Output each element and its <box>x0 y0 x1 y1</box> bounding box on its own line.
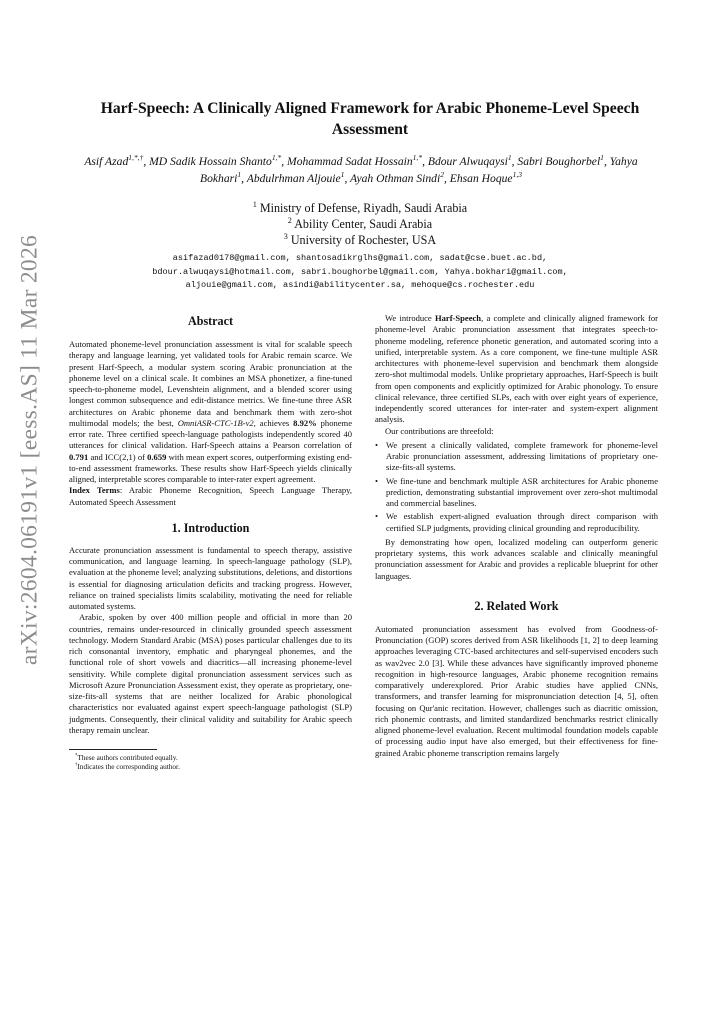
affiliation: $^1$ Ministry of Defense, Riyadh, Saudi Arabia <box>252 199 468 215</box>
left-column <box>69 310 352 772</box>
footnote: *These authors contributed equally. <box>75 753 178 762</box>
author-affiliation-mark: 1,* <box>412 153 423 163</box>
email-line: asifazad0178@gmail.com, shantosadikrglhs@gmail.com, sadat@cse.buet.ac.bd, <box>172 253 548 263</box>
paragraph: We introduce Harf-Speech, a complete and clinically aligned framework for phoneme-level Arabic pronunciation assessment that integrates speech-to-phoneme modeling, reference phonetic generation, and automated scoring into a unified, interpretable system. As a core component, we fine-tune multiple ASR architectures with phoneme-level supervision and benchmark them alongside zero-shot multimodal models. Unlike proprietary approaches, Harf-Speech is built from open components and explicitly optimized for Arabic phonology. To ensure clinical relevance, three certified SLPs, each with over eight years of experience, independently scored utterances for inter-rater and system-expert alignment analysis. <box>375 313 658 425</box>
list-item: • We present a clinically validated, complete framework for phoneme-level Arabic pronunciation assessment, addressing limitations of proprietary one-size-fits-all systems. <box>375 439 658 473</box>
arxiv-id-text: arXiv:2604.06191v1 [eess.AS] 11 Mar 2026 <box>16 234 43 666</box>
email-line: bdour.alwuqaysi@hotmail.com, sabri.boughorbel@gmail.com, Yahya.bokhari@gmail.com, <box>152 266 568 277</box>
author-affiliation-mark: 2 <box>440 170 444 180</box>
author-affiliation-mark: 1 <box>600 153 604 163</box>
related-work-heading: 2. Related Work <box>474 598 559 613</box>
abstract-text: Automated phoneme-level pronunciation assessment is vital for scalable speech therapy and language learning, yet validated tools for Arabic remain scarce. We present Harf-Speech, a modular system scoring Arabic pronunciation at the phoneme level on a clinical scale. It combines an MSA phonetizer, a fine-tuned speech-to-phoneme model, Levenshtein alignment, and a blended scorer using longest common subsequence and edit-distance metrics. We fine-tune three ASR architectures on Arabic phoneme data and benchmark them with zero-shot multimodal models; the best, OmniASR-CTC-1B-v2, achieves 8.92% phoneme error rate. Three certified speech-language pathologists independently scored 40 utterances for clinical validation. Harf-Speech attains a Pearson correlation of 0.791 and ICC(2,1) of 0.659 with mean expert scores, outperforming existing end-to-end assessment frameworks. These results show Harf-Speech yields clinically aligned, interpretable scores comparable to inter-rater expert agreement. <box>69 339 352 484</box>
author-name: Sabri Boughorbel <box>517 155 601 168</box>
affiliation-list <box>150 200 570 248</box>
author-affiliation-mark: 1,3 <box>512 170 522 180</box>
paper-title: Harf-Speech: A Clinically Aligned Framework for Arabic Phoneme-Level Speech Assessment <box>100 100 640 138</box>
author-name: Mohammad Sadat Hossain <box>287 155 413 168</box>
paragraph: Automated pronunciation assessment has evolved from Goodness-of-Pronunciation (GOP) scores derived from ASR likelihoods [1, 2] to deep learning approaches leveraging CTC-based architectures and self-supervised encoders such as wav2vec 2.0 [3]. While these advances have significantly improved phoneme recognition in high-resource languages, Arabic phoneme recognition remains comparatively underexplored. Prior Arabic studies have applied CNNs, transformers, and transfer learning for mispronunciation detection [4, 5], often focusing on Qur'anic recitation. However, challenges such as diacritic omission, rich phonemic contrasts, and limited standardized benchmarks restrict clinically aligned phoneme-level evaluation. Recent multimodal foundation models capable of processing audio input have also emerged, but their effectiveness for fine-grained Arabic phoneme transcription remains largely <box>375 623 658 758</box>
right-column <box>375 313 658 759</box>
author-list: Asif Azad$^{1,*,\dagger}$, MD Sadik Hossain Shanto$^{1,*}$, Mohammad Sadat Hossain$^{1,*}$, Bdour Alwuqaysi$^1$, Sabri Boughorbel$^1$, Yahya Bokhari$^1$, Abdulrhman Aljouie$^1$, Ayah Othman Sindi$^2$, Ehsan Hoque$^{1,3}$ <box>84 153 638 185</box>
author-affiliation-mark: 1 <box>507 153 512 163</box>
paragraph: Arabic, spoken by over 400 million people and official in more than 20 countries, remains under-resourced in clinically grounded speech assessment technology. Modern Standard Arabic (MSA) poses particular challenges due to its rich consonantal inventory, emphatic and pharyngeal phonemes, and the functional role of short vowels and diacritics—all increasing phoneme-level sensitivity. While complete digital pronunciation assessment services such as Microsoft Azure Pronunciation Assessment exist, they operate as proprietary, one-size-fits-all systems that are neither localized for Arabic phonological characteristics nor evaluated against expert speech-language pathologist (SLP) judgments. Consequently, their clinical validity and suitability for Arabic speech therapy remain unclear. <box>69 612 352 735</box>
affiliation: $^3$ University of Rochester, USA <box>283 231 437 247</box>
footnote: †Indicates the corresponding author. <box>75 762 180 772</box>
email-line: aljouie@gmail.com, asindi@abilitycenter.sa, mehoque@cs.rochester.edu <box>185 280 535 291</box>
list-item: • We fine-tune and benchmark multiple ASR architectures for Arabic phoneme prediction, demonstrating substantial improvement over zero-shot multimodal and commercial baselines. <box>375 475 658 508</box>
footnote-rule <box>69 749 157 750</box>
affiliation: $^2$ Ability Center, Saudi Arabia <box>287 215 433 231</box>
author-name: Asif Azad <box>84 155 129 168</box>
author-name: Yahya Bokhari <box>200 155 638 185</box>
author-name: Bdour Alwuqaysi <box>427 155 508 168</box>
paragraph: By demonstrating how open, localized modeling can outperform generic proprietary systems, this work advances scalable and clinically meaningful pronunciation assessment for Arabic and provides a replicable blueprint for other languages. <box>375 536 658 581</box>
list-item: • We establish expert-aligned evaluation through direct comparison with certified SLP judgments, providing clinical grounding and reproducibility. <box>375 511 658 533</box>
author-name: Ehsan Hoque <box>449 172 513 185</box>
author-affiliation-mark: 1,* <box>271 153 282 163</box>
introduction-heading: 1. Introduction <box>171 520 250 535</box>
arxiv-identifier <box>10 230 50 670</box>
author-affiliation-mark: 1 <box>237 170 242 180</box>
paragraph: Our contributions are threefold: <box>385 425 494 436</box>
contribution-list <box>375 440 658 534</box>
author-name: MD Sadik Hossain Shanto <box>149 155 272 168</box>
paragraph: Accurate pronunciation assessment is fundamental to speech therapy, assistive communication, and language learning. In speech-language pathology (SLP), evaluation at the phoneme level; analyzing substitutions, deletions, and distortions is essential for diagnosing articulation deficits and tracking progress. However, reliance on trained specialists limits scalability, motivating the need for reliable automated systems. <box>69 544 352 611</box>
author-affiliation-mark: 1,*,† <box>128 153 144 163</box>
index-terms: Index Terms: Arabic Phoneme Recognition, Speech Language Therapy, Automated Speech Assessment <box>69 485 352 507</box>
author-affiliation-mark: 1 <box>340 170 345 180</box>
author-name: Abdulrhman Aljouie <box>246 172 341 185</box>
email-list <box>70 252 650 293</box>
author-name: Ayah Othman Sindi <box>350 172 441 185</box>
abstract-heading: Abstract <box>187 314 233 328</box>
